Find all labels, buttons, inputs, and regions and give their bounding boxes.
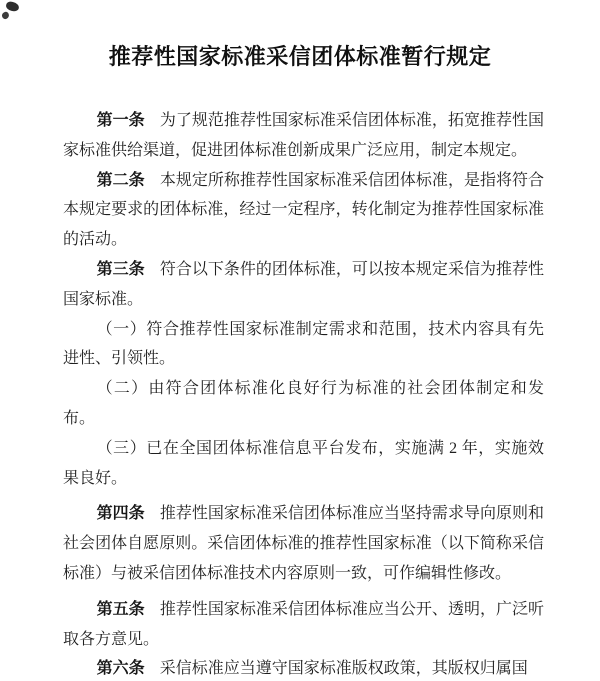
item-2-text: （二）由符合团体标准化良好行为标准的社会团体制定和发布。 [63, 380, 544, 427]
paragraph-article-6 [63, 654, 544, 681]
scan-ink-smudge [1, 11, 10, 20]
document-body [63, 106, 544, 681]
article-5-number: 第五条 [96, 600, 145, 618]
paragraph-article-5 [63, 595, 544, 655]
article-3-text: 符合以下条件的团体标准，可以按本规定采信为推荐性国家标准。 [63, 260, 544, 308]
article-1-text: 为了规范推荐性国家标准采信团体标准，拓宽推荐性国家标准供给渠道，促进团体标准创新成果广泛应用，制定本规定。 [63, 112, 544, 159]
paragraph-article-2 [63, 166, 544, 255]
document-title: 推荐性国家标准采信团体标准暂行规定 [108, 44, 492, 69]
paragraph-article-3 [63, 255, 544, 315]
article-2-text: 本规定所称推荐性国家标准采信团体标准，是指将符合本规定要求的团体标准，经过一定程序，转化制定为推荐性国家标准的活动。 [63, 171, 544, 249]
scan-ink-smudge [5, 1, 20, 13]
article-2-number: 第二条 [96, 171, 145, 189]
paragraph-article-4 [63, 499, 544, 588]
article-1-number: 第一条 [96, 112, 145, 129]
item-1-text: （一）符合推荐性国家标准制定需求和范围，技术内容具有先进性、引领性。 [63, 320, 544, 368]
article-3-number: 第三条 [96, 260, 145, 278]
article-6-number: 第六条 [96, 660, 145, 678]
article-4-number: 第四条 [96, 505, 145, 523]
article-6-text: 采信标准应当遵守国家标准版权政策，其版权归属国 [159, 660, 528, 678]
article-4-text: 推荐性国家标准采信团体标准应当坚持需求导向原则和社会团体自愿原则。采信团体标准的推荐性国家标准（以下简称采信标准）与被采信团体标准技术内容原则一致，可作编辑性修改。 [63, 505, 544, 582]
paragraph-item-3 [63, 434, 544, 494]
paragraph-article-1 [63, 106, 544, 166]
article-5-text: 推荐性国家标准采信团体标准应当公开、透明，广泛听取各方意见。 [63, 600, 544, 648]
paragraph-item-1 [63, 315, 544, 375]
paragraph-item-2 [63, 374, 544, 434]
item-3-text: （三）已在全国团体标准信息平台发布，实施满 2 年，实施效果良好。 [63, 439, 544, 487]
